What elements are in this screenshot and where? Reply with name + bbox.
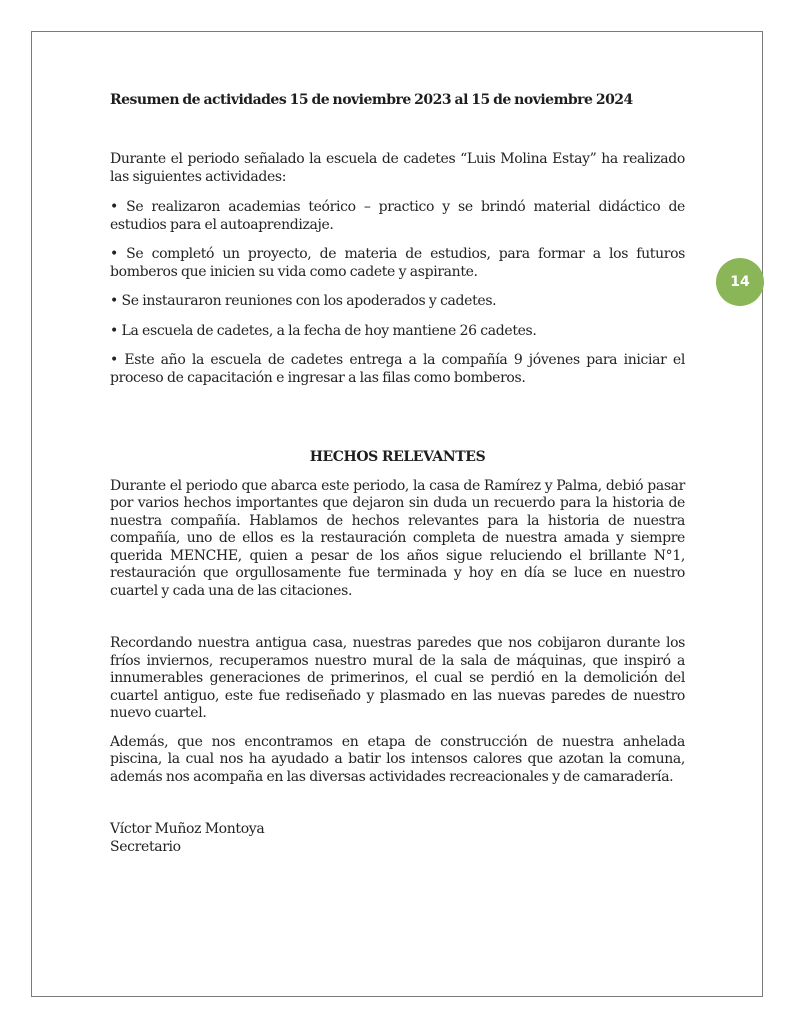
- document-heading: Resumen de actividades 15 de noviembre 2023 al 15 de noviembre 2024: [110, 92, 633, 108]
- page-number-badge: 14: [716, 258, 764, 306]
- list-item: • Este año la escuela de cadetes entrega a la compañía 9 jóvenes para iniciar el proceso de capacitación e ingresar a las filas como bomberos.: [110, 352, 685, 386]
- list-item: • Se completó un proyecto, de materia de estudios, para formar a los futuros bomberos que inicien su vida como cadete y aspirante.: [110, 246, 685, 280]
- signature-title: Secretario: [110, 838, 181, 855]
- body-paragraph: Recordando nuestra antigua casa, nuestras paredes que nos cobijaron durante los fríos inviernos, recuperamos nuestro mural de la sala de máquinas, que inspiró a innumerables generaciones de primerinos, el cual se perdió en la demolición del cuartel antiguo, este fue rediseñado y plasmado en las nuevas paredes de nuestro nuevo cuartel.: [110, 635, 685, 722]
- body-paragraph: Durante el periodo que abarca este periodo, la casa de Ramírez y Palma, debió pasar por varios hechos importantes que dejaron sin duda un recuerdo para la historia de nuestra compañía. Hablamos de hechos relevantes para la historia de nuestra compañía, uno de ellos es la restauración completa de nuestra amada y siempre querida MENCHE, quien a pesar de los años sigue reluciendo el brillante N°1, restauración que orgullosamente fue terminada y hoy en día se luce en nuestro cuartel y cada una de las citaciones.: [110, 477, 685, 599]
- signature-name: Víctor Muñoz Montoya: [110, 821, 265, 838]
- intro-paragraph: Durante el periodo señalado la escuela de cadetes “Luis Molina Estay” ha realizado las siguientes actividades:: [110, 151, 685, 185]
- list-item: • Se realizaron academias teórico – practico y se brindó material didáctico de estudios para el autoaprendizaje.: [110, 199, 685, 233]
- section-title: HECHOS RELEVANTES: [309, 449, 486, 465]
- signature-block: [110, 821, 685, 856]
- document-body: [110, 92, 685, 856]
- list-item: • La escuela de cadetes, a la fecha de hoy mantiene 26 cadetes.: [110, 322, 537, 339]
- body-paragraph: Además, que nos encontramos en etapa de construcción de nuestra anhelada piscina, la cual nos ha ayudado a batir los intensos calores que azotan la comuna, además nos acompaña en las diversas actividades recreacionales y de camaradería.: [110, 733, 685, 785]
- activities-list: [110, 199, 685, 387]
- list-item: • Se instauraron reuniones con los apoderados y cadetes.: [110, 293, 497, 309]
